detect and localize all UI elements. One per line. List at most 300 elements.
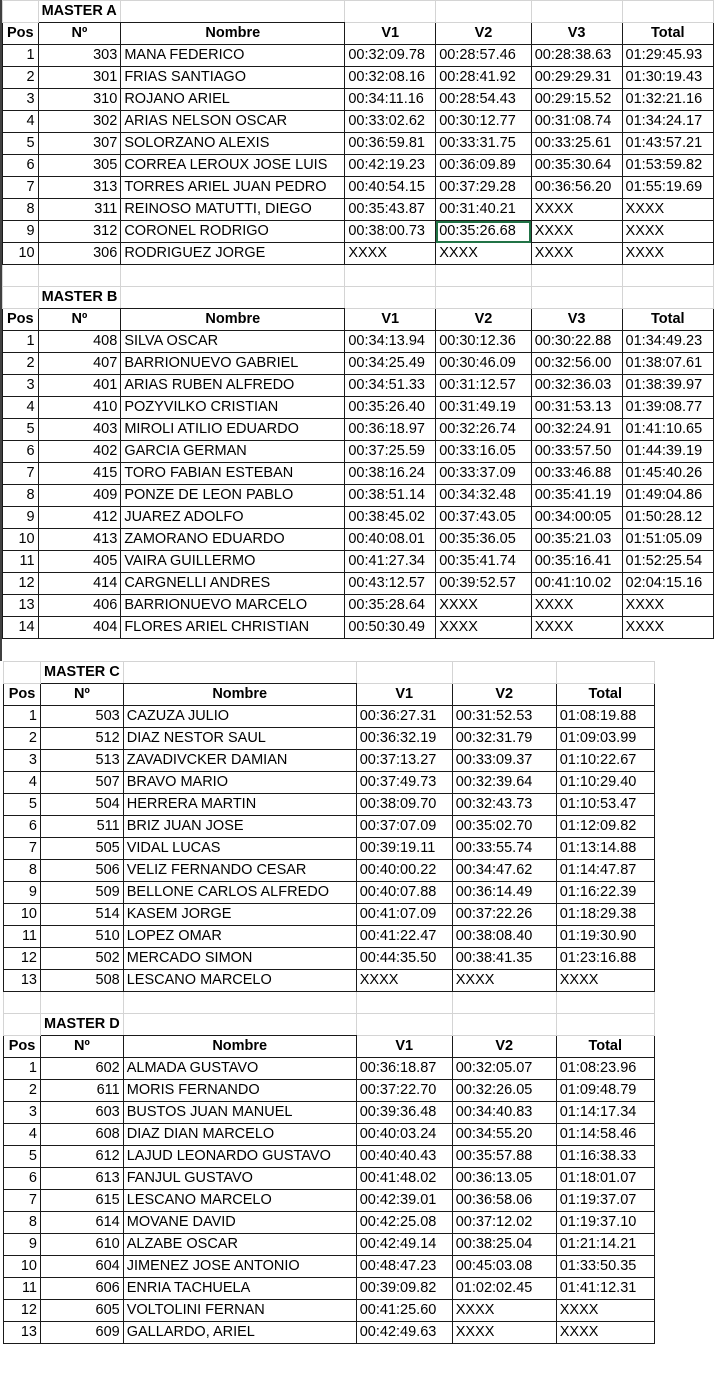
empty-cell[interactable]: [4, 1014, 41, 1036]
empty-cell[interactable]: [345, 265, 436, 287]
cell-v2[interactable]: 00:35:36.05: [436, 529, 532, 551]
empty-cell[interactable]: [436, 287, 532, 309]
empty-cell[interactable]: [3, 265, 39, 287]
cell-name[interactable]: ZAVADIVCKER DAMIAN: [123, 750, 356, 772]
cell-num[interactable]: 605: [41, 1300, 124, 1322]
cell-pos[interactable]: 14: [3, 617, 39, 639]
cell-total[interactable]: 01:14:58.46: [556, 1124, 654, 1146]
cell-num[interactable]: 511: [41, 816, 124, 838]
cell-pos[interactable]: 9: [4, 882, 41, 904]
cell-v1[interactable]: 00:50:30.49: [345, 617, 436, 639]
cell-v2[interactable]: 00:38:41.35: [452, 948, 556, 970]
cell-v1[interactable]: 00:42:19.23: [345, 155, 436, 177]
cell-num[interactable]: 310: [38, 89, 121, 111]
cell-pos[interactable]: 11: [4, 1278, 41, 1300]
cell-total[interactable]: 01:16:38.33: [556, 1146, 654, 1168]
cell-v1[interactable]: 00:42:49.63: [356, 1322, 452, 1344]
cell-name[interactable]: ALZABE OSCAR: [123, 1234, 356, 1256]
cell-pos[interactable]: 5: [3, 419, 39, 441]
cell-num[interactable]: 614: [41, 1212, 124, 1234]
cell-total[interactable]: 01:13:14.88: [556, 838, 654, 860]
column-header-v2[interactable]: V2: [452, 1036, 556, 1058]
empty-cell[interactable]: [356, 662, 452, 684]
cell-pos[interactable]: 2: [3, 67, 39, 89]
cell-v2[interactable]: XXXX: [452, 1300, 556, 1322]
cell-total[interactable]: 01:32:21.16: [622, 89, 713, 111]
cell-total[interactable]: 01:19:37.07: [556, 1190, 654, 1212]
empty-cell[interactable]: [345, 1, 436, 23]
cell-v1[interactable]: 00:39:09.82: [356, 1278, 452, 1300]
cell-v1[interactable]: 00:37:49.73: [356, 772, 452, 794]
empty-cell[interactable]: [531, 287, 622, 309]
cell-pos[interactable]: 13: [4, 970, 41, 992]
cell-v3[interactable]: 00:36:56.20: [531, 177, 622, 199]
cell-pos[interactable]: 2: [3, 353, 39, 375]
cell-name[interactable]: ARIAS NELSON OSCAR: [121, 111, 345, 133]
cell-pos[interactable]: 3: [3, 375, 39, 397]
cell-total[interactable]: 01:19:30.90: [556, 926, 654, 948]
spreadsheet-bottom[interactable]: [3, 661, 714, 1384]
cell-v2[interactable]: 00:32:26.05: [452, 1080, 556, 1102]
column-header-v2[interactable]: V2: [452, 684, 556, 706]
column-header-v2[interactable]: V2: [436, 309, 532, 331]
cell-pos[interactable]: 10: [4, 1256, 41, 1278]
cell-v3[interactable]: 00:41:10.02: [531, 573, 622, 595]
cell-total[interactable]: 01:30:19.43: [622, 67, 713, 89]
cell-pos[interactable]: 10: [4, 904, 41, 926]
cell-total[interactable]: 01:12:09.82: [556, 816, 654, 838]
cell-name[interactable]: VELIZ FERNANDO CESAR: [123, 860, 356, 882]
cell-pos[interactable]: 2: [4, 1080, 41, 1102]
cell-v3[interactable]: 00:34:00:05: [531, 507, 622, 529]
cell-v2[interactable]: 00:35:02.70: [452, 816, 556, 838]
cell-name[interactable]: JUAREZ ADOLFO: [121, 507, 345, 529]
cell-num[interactable]: 302: [38, 111, 121, 133]
cell-name[interactable]: SOLORZANO ALEXIS: [121, 133, 345, 155]
column-header-v1[interactable]: V1: [356, 1036, 452, 1058]
empty-cell[interactable]: [556, 1014, 654, 1036]
cell-v1[interactable]: 00:36:18.97: [345, 419, 436, 441]
empty-cell[interactable]: [452, 992, 556, 1014]
cell-v2[interactable]: 00:39:52.57: [436, 573, 532, 595]
cell-v2[interactable]: 00:32:43.73: [452, 794, 556, 816]
cell-v1[interactable]: 00:37:07.09: [356, 816, 452, 838]
column-header-v2[interactable]: V2: [436, 23, 532, 45]
cell-v2[interactable]: 00:28:54.43: [436, 89, 532, 111]
cell-num[interactable]: 612: [41, 1146, 124, 1168]
cell-v1[interactable]: 00:40:03.24: [356, 1124, 452, 1146]
cell-num[interactable]: 305: [38, 155, 121, 177]
cell-num[interactable]: 409: [38, 485, 121, 507]
cell-num[interactable]: 401: [38, 375, 121, 397]
cell-num[interactable]: 408: [38, 331, 121, 353]
cell-v3[interactable]: 00:30:22.88: [531, 331, 622, 353]
cell-name[interactable]: GALLARDO, ARIEL: [123, 1322, 356, 1344]
column-header-v3[interactable]: V3: [531, 309, 622, 331]
cell-v3[interactable]: XXXX: [531, 243, 622, 265]
cell-name[interactable]: FLORES ARIEL CHRISTIAN: [121, 617, 345, 639]
cell-v3[interactable]: 00:31:08.74: [531, 111, 622, 133]
empty-cell[interactable]: [123, 1014, 356, 1036]
empty-cell[interactable]: [41, 992, 124, 1014]
cell-num[interactable]: 608: [41, 1124, 124, 1146]
cell-v1[interactable]: 00:41:22.47: [356, 926, 452, 948]
cell-total[interactable]: 01:38:07.61: [622, 353, 713, 375]
cell-v2[interactable]: 00:28:41.92: [436, 67, 532, 89]
cell-v1[interactable]: 00:41:27.34: [345, 551, 436, 573]
cell-pos[interactable]: 8: [3, 199, 39, 221]
cell-total[interactable]: 01:08:19.88: [556, 706, 654, 728]
cell-v2[interactable]: 00:34:32.48: [436, 485, 532, 507]
cell-num[interactable]: 307: [38, 133, 121, 155]
section-title[interactable]: MASTER A: [38, 1, 121, 23]
cell-num[interactable]: 508: [41, 970, 124, 992]
empty-cell[interactable]: [4, 992, 41, 1014]
empty-cell[interactable]: [121, 265, 345, 287]
cell-v1[interactable]: 00:38:45.02: [345, 507, 436, 529]
empty-cell[interactable]: [556, 662, 654, 684]
cell-pos[interactable]: 4: [3, 397, 39, 419]
cell-name[interactable]: ALMADA GUSTAVO: [123, 1058, 356, 1080]
cell-pos[interactable]: 4: [4, 772, 41, 794]
empty-cell[interactable]: [622, 1, 713, 23]
cell-num[interactable]: 505: [41, 838, 124, 860]
cell-name[interactable]: VIDAL LUCAS: [123, 838, 356, 860]
spreadsheet-top[interactable]: [0, 0, 714, 661]
cell-name[interactable]: VAIRA GUILLERMO: [121, 551, 345, 573]
cell-total[interactable]: 01:43:57.21: [622, 133, 713, 155]
cell-num[interactable]: 412: [38, 507, 121, 529]
cell-total[interactable]: 01:33:50.35: [556, 1256, 654, 1278]
cell-v2[interactable]: 00:34:47.62: [452, 860, 556, 882]
cell-total[interactable]: 01:49:04.86: [622, 485, 713, 507]
cell-pos[interactable]: 7: [3, 177, 39, 199]
cell-total[interactable]: 01:29:45.93: [622, 45, 713, 67]
cell-num[interactable]: 509: [41, 882, 124, 904]
cell-v1[interactable]: 00:40:07.88: [356, 882, 452, 904]
cell-pos[interactable]: 5: [4, 794, 41, 816]
cell-num[interactable]: 306: [38, 243, 121, 265]
cell-pos[interactable]: 3: [4, 1102, 41, 1124]
cell-v2[interactable]: 00:31:52.53: [452, 706, 556, 728]
column-header-num[interactable]: Nº: [38, 23, 121, 45]
cell-v1[interactable]: 00:37:13.27: [356, 750, 452, 772]
cell-pos[interactable]: 1: [4, 706, 41, 728]
cell-total[interactable]: XXXX: [556, 1322, 654, 1344]
cell-num[interactable]: 406: [38, 595, 121, 617]
cell-name[interactable]: CORONEL RODRIGO: [121, 221, 345, 243]
cell-num[interactable]: 602: [41, 1058, 124, 1080]
cell-v1[interactable]: 00:42:49.14: [356, 1234, 452, 1256]
cell-num[interactable]: 301: [38, 67, 121, 89]
cell-total[interactable]: 01:38:39.97: [622, 375, 713, 397]
cell-pos[interactable]: 1: [3, 331, 39, 353]
cell-pos[interactable]: 6: [3, 441, 39, 463]
cell-total[interactable]: 01:41:12.31: [556, 1278, 654, 1300]
column-header-total[interactable]: Total: [622, 23, 713, 45]
cell-total[interactable]: XXXX: [556, 1300, 654, 1322]
cell-v1[interactable]: 00:42:39.01: [356, 1190, 452, 1212]
cell-name[interactable]: MERCADO SIMON: [123, 948, 356, 970]
cell-num[interactable]: 410: [38, 397, 121, 419]
cell-v1[interactable]: 00:32:09.78: [345, 45, 436, 67]
empty-cell[interactable]: [531, 1, 622, 23]
cell-name[interactable]: CORREA LEROUX JOSE LUIS: [121, 155, 345, 177]
cell-pos[interactable]: 7: [4, 838, 41, 860]
cell-num[interactable]: 610: [41, 1234, 124, 1256]
cell-num[interactable]: 606: [41, 1278, 124, 1300]
cell-v1[interactable]: 00:40:40.43: [356, 1146, 452, 1168]
empty-cell[interactable]: [345, 287, 436, 309]
cell-pos[interactable]: 3: [3, 89, 39, 111]
cell-v1[interactable]: 00:36:59.81: [345, 133, 436, 155]
cell-v3[interactable]: 00:35:16.41: [531, 551, 622, 573]
cell-v2[interactable]: 00:35:26.68: [436, 221, 532, 243]
cell-num[interactable]: 414: [38, 573, 121, 595]
cell-name[interactable]: BRIZ JUAN JOSE: [123, 816, 356, 838]
empty-cell[interactable]: [436, 1, 532, 23]
cell-pos[interactable]: 6: [4, 816, 41, 838]
cell-v2[interactable]: 00:36:58.06: [452, 1190, 556, 1212]
column-header-total[interactable]: Total: [556, 684, 654, 706]
empty-cell[interactable]: [121, 287, 345, 309]
cell-v1[interactable]: 00:44:35.50: [356, 948, 452, 970]
cell-v3[interactable]: 00:31:53.13: [531, 397, 622, 419]
cell-v2[interactable]: XXXX: [452, 970, 556, 992]
cell-v3[interactable]: 00:33:46.88: [531, 463, 622, 485]
cell-v1[interactable]: 00:35:28.64: [345, 595, 436, 617]
cell-name[interactable]: VOLTOLINI FERNAN: [123, 1300, 356, 1322]
cell-pos[interactable]: 4: [3, 111, 39, 133]
cell-name[interactable]: REINOSO MATUTTI, DIEGO: [121, 199, 345, 221]
column-header-nombre[interactable]: Nombre: [123, 1036, 356, 1058]
cell-v1[interactable]: 00:40:54.15: [345, 177, 436, 199]
cell-v2[interactable]: 00:35:41.74: [436, 551, 532, 573]
cell-v2[interactable]: 00:33:09.37: [452, 750, 556, 772]
cell-name[interactable]: ARIAS RUBEN ALFREDO: [121, 375, 345, 397]
cell-pos[interactable]: 13: [3, 595, 39, 617]
cell-total[interactable]: 01:55:19.69: [622, 177, 713, 199]
cell-v2[interactable]: 00:36:13.05: [452, 1168, 556, 1190]
cell-v1[interactable]: 00:42:25.08: [356, 1212, 452, 1234]
cell-v3[interactable]: 00:32:36.03: [531, 375, 622, 397]
column-header-nombre[interactable]: Nombre: [123, 684, 356, 706]
cell-v1[interactable]: 00:40:08.01: [345, 529, 436, 551]
cell-total[interactable]: 01:10:53.47: [556, 794, 654, 816]
empty-cell[interactable]: [3, 287, 39, 309]
empty-cell[interactable]: [38, 265, 121, 287]
cell-num[interactable]: 512: [41, 728, 124, 750]
column-header-num[interactable]: Nº: [41, 1036, 124, 1058]
cell-v2[interactable]: 00:33:31.75: [436, 133, 532, 155]
cell-num[interactable]: 503: [41, 706, 124, 728]
cell-v2[interactable]: 00:34:55.20: [452, 1124, 556, 1146]
cell-num[interactable]: 312: [38, 221, 121, 243]
cell-name[interactable]: MANA FEDERICO: [121, 45, 345, 67]
cell-pos[interactable]: 8: [3, 485, 39, 507]
cell-name[interactable]: BARRIONUEVO MARCELO: [121, 595, 345, 617]
cell-num[interactable]: 514: [41, 904, 124, 926]
cell-v1[interactable]: 00:37:22.70: [356, 1080, 452, 1102]
cell-v2[interactable]: 00:38:08.40: [452, 926, 556, 948]
cell-v1[interactable]: 00:39:19.11: [356, 838, 452, 860]
cell-name[interactable]: KASEM JORGE: [123, 904, 356, 926]
cell-v2[interactable]: 00:35:57.88: [452, 1146, 556, 1168]
cell-v2[interactable]: 00:31:49.19: [436, 397, 532, 419]
cell-v1[interactable]: 00:34:11.16: [345, 89, 436, 111]
section-title[interactable]: MASTER D: [41, 1014, 124, 1036]
cell-total[interactable]: 01:53:59.82: [622, 155, 713, 177]
cell-name[interactable]: DIAZ NESTOR SAUL: [123, 728, 356, 750]
empty-cell[interactable]: [622, 265, 713, 287]
cell-v3[interactable]: 00:33:25.61: [531, 133, 622, 155]
cell-v1[interactable]: 00:41:25.60: [356, 1300, 452, 1322]
cell-v3[interactable]: XXXX: [531, 595, 622, 617]
cell-name[interactable]: POZYVILKO CRISTIAN: [121, 397, 345, 419]
cell-name[interactable]: TORRES ARIEL JUAN PEDRO: [121, 177, 345, 199]
cell-name[interactable]: MIROLI ATILIO EDUARDO: [121, 419, 345, 441]
cell-pos[interactable]: 8: [4, 1212, 41, 1234]
empty-cell[interactable]: [4, 662, 41, 684]
cell-v3[interactable]: 00:28:38.63: [531, 45, 622, 67]
cell-v3[interactable]: 00:35:41.19: [531, 485, 622, 507]
cell-v1[interactable]: 00:41:48.02: [356, 1168, 452, 1190]
cell-num[interactable]: 506: [41, 860, 124, 882]
section-title[interactable]: MASTER B: [38, 287, 121, 309]
cell-total[interactable]: 01:08:23.96: [556, 1058, 654, 1080]
cell-v2[interactable]: 00:28:57.46: [436, 45, 532, 67]
cell-num[interactable]: 611: [41, 1080, 124, 1102]
empty-cell[interactable]: [436, 265, 532, 287]
column-header-nombre[interactable]: Nombre: [121, 309, 345, 331]
cell-v1[interactable]: 00:38:09.70: [356, 794, 452, 816]
cell-num[interactable]: 504: [41, 794, 124, 816]
cell-total[interactable]: 01:50:28.12: [622, 507, 713, 529]
cell-total[interactable]: XXXX: [622, 221, 713, 243]
cell-v2[interactable]: 00:31:12.57: [436, 375, 532, 397]
cell-num[interactable]: 507: [41, 772, 124, 794]
cell-total[interactable]: 01:34:24.17: [622, 111, 713, 133]
cell-pos[interactable]: 9: [3, 507, 39, 529]
cell-name[interactable]: FRIAS SANTIAGO: [121, 67, 345, 89]
column-header-pos[interactable]: Pos: [4, 684, 41, 706]
cell-name[interactable]: GARCIA GERMAN: [121, 441, 345, 463]
cell-total[interactable]: 01:16:22.39: [556, 882, 654, 904]
cell-total[interactable]: XXXX: [622, 199, 713, 221]
column-header-num[interactable]: Nº: [41, 684, 124, 706]
cell-pos[interactable]: 12: [4, 948, 41, 970]
cell-name[interactable]: HERRERA MARTIN: [123, 794, 356, 816]
empty-cell[interactable]: [556, 992, 654, 1014]
cell-v2[interactable]: XXXX: [436, 595, 532, 617]
cell-num[interactable]: 502: [41, 948, 124, 970]
cell-num[interactable]: 413: [38, 529, 121, 551]
cell-num[interactable]: 405: [38, 551, 121, 573]
cell-v2[interactable]: 00:38:25.04: [452, 1234, 556, 1256]
column-header-num[interactable]: Nº: [38, 309, 121, 331]
cell-v1[interactable]: XXXX: [356, 970, 452, 992]
cell-total[interactable]: 01:10:29.40: [556, 772, 654, 794]
cell-name[interactable]: MOVANE DAVID: [123, 1212, 356, 1234]
cell-pos[interactable]: 10: [3, 243, 39, 265]
cell-name[interactable]: CARGNELLI ANDRES: [121, 573, 345, 595]
cell-total[interactable]: 01:44:39.19: [622, 441, 713, 463]
empty-cell[interactable]: [452, 1014, 556, 1036]
cell-v2[interactable]: 00:32:31.79: [452, 728, 556, 750]
cell-num[interactable]: 613: [41, 1168, 124, 1190]
cell-total[interactable]: 01:18:29.38: [556, 904, 654, 926]
cell-name[interactable]: ENRIA TACHUELA: [123, 1278, 356, 1300]
cell-total[interactable]: 01:19:37.10: [556, 1212, 654, 1234]
cell-total[interactable]: 01:39:08.77: [622, 397, 713, 419]
cell-num[interactable]: 609: [41, 1322, 124, 1344]
cell-v3[interactable]: 00:33:57.50: [531, 441, 622, 463]
cell-v2[interactable]: 00:33:16.05: [436, 441, 532, 463]
cell-pos[interactable]: 7: [3, 463, 39, 485]
cell-name[interactable]: ZAMORANO EDUARDO: [121, 529, 345, 551]
cell-name[interactable]: LAJUD LEONARDO GUSTAVO: [123, 1146, 356, 1168]
empty-cell[interactable]: [356, 992, 452, 1014]
empty-cell[interactable]: [121, 1, 345, 23]
cell-v2[interactable]: 00:30:12.77: [436, 111, 532, 133]
empty-cell[interactable]: [452, 662, 556, 684]
cell-pos[interactable]: 4: [4, 1124, 41, 1146]
cell-v2[interactable]: 00:36:09.89: [436, 155, 532, 177]
cell-total[interactable]: 01:09:03.99: [556, 728, 654, 750]
cell-pos[interactable]: 5: [3, 133, 39, 155]
cell-total[interactable]: 01:52:25.54: [622, 551, 713, 573]
cell-name[interactable]: SILVA OSCAR: [121, 331, 345, 353]
cell-num[interactable]: 313: [38, 177, 121, 199]
cell-v1[interactable]: 00:40:00.22: [356, 860, 452, 882]
cell-v3[interactable]: 00:32:24.91: [531, 419, 622, 441]
empty-cell[interactable]: [531, 265, 622, 287]
empty-cell[interactable]: [3, 1, 39, 23]
cell-v3[interactable]: XXXX: [531, 199, 622, 221]
cell-v3[interactable]: XXXX: [531, 221, 622, 243]
cell-v2[interactable]: 00:45:03.08: [452, 1256, 556, 1278]
cell-v1[interactable]: 00:43:12.57: [345, 573, 436, 595]
cell-num[interactable]: 513: [41, 750, 124, 772]
cell-v2[interactable]: 00:34:40.83: [452, 1102, 556, 1124]
cell-total[interactable]: 02:04:15.16: [622, 573, 713, 595]
cell-v1[interactable]: 00:36:27.31: [356, 706, 452, 728]
cell-name[interactable]: RODRIGUEZ JORGE: [121, 243, 345, 265]
cell-num[interactable]: 604: [41, 1256, 124, 1278]
cell-num[interactable]: 510: [41, 926, 124, 948]
cell-v2[interactable]: 00:33:37.09: [436, 463, 532, 485]
cell-total[interactable]: 01:18:01.07: [556, 1168, 654, 1190]
cell-pos[interactable]: 11: [4, 926, 41, 948]
cell-total[interactable]: 01:23:16.88: [556, 948, 654, 970]
cell-v1[interactable]: XXXX: [345, 243, 436, 265]
column-header-total[interactable]: Total: [622, 309, 713, 331]
cell-pos[interactable]: 3: [4, 750, 41, 772]
cell-v2[interactable]: 00:37:43.05: [436, 507, 532, 529]
cell-name[interactable]: ROJANO ARIEL: [121, 89, 345, 111]
cell-v1[interactable]: 00:33:02.62: [345, 111, 436, 133]
cell-total[interactable]: 01:41:10.65: [622, 419, 713, 441]
column-header-pos[interactable]: Pos: [4, 1036, 41, 1058]
cell-v2[interactable]: 00:37:29.28: [436, 177, 532, 199]
cell-v3[interactable]: 00:29:15.52: [531, 89, 622, 111]
cell-v1[interactable]: 00:32:08.16: [345, 67, 436, 89]
cell-num[interactable]: 404: [38, 617, 121, 639]
cell-v2[interactable]: 00:37:22.26: [452, 904, 556, 926]
cell-v2[interactable]: 00:30:46.09: [436, 353, 532, 375]
cell-v2[interactable]: 00:31:40.21: [436, 199, 532, 221]
cell-total[interactable]: 01:14:47.87: [556, 860, 654, 882]
